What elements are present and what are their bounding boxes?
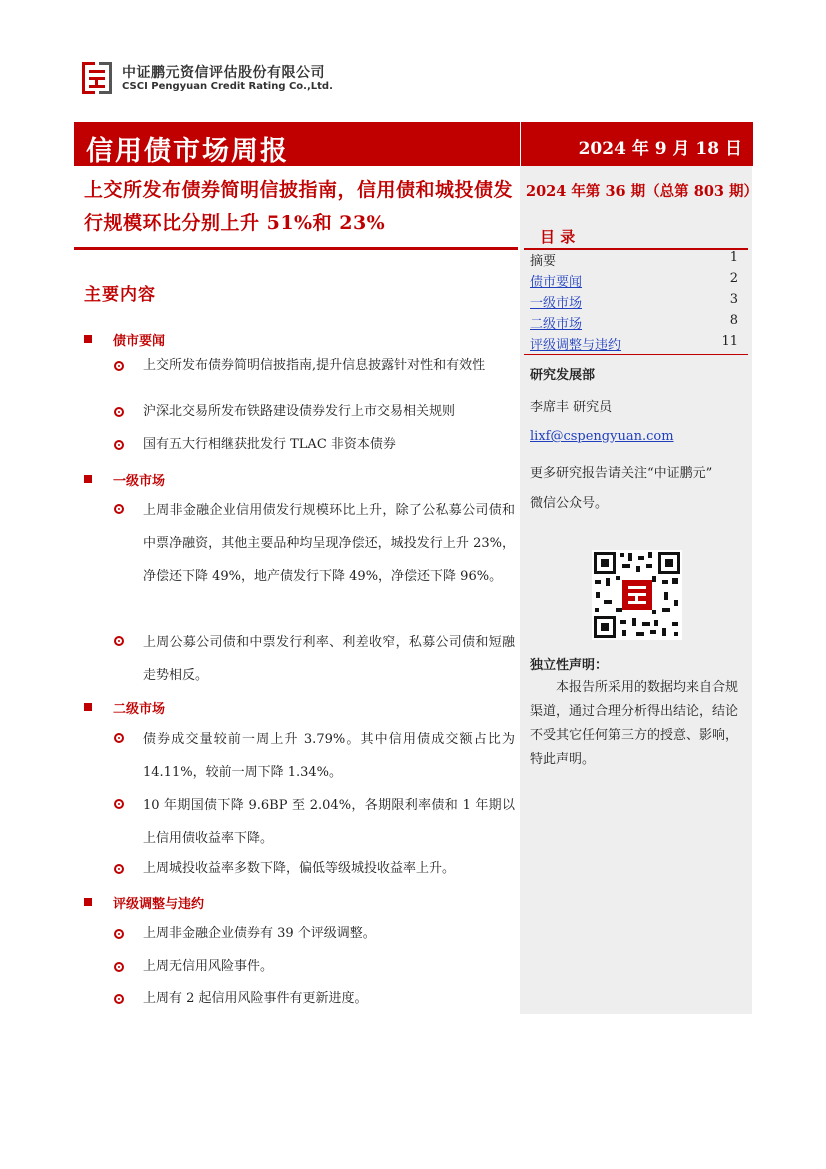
report-title: 信用债市场周报 [86,136,289,167]
follow-text-2: 微信公众号。 [530,496,609,511]
bullet-icon [114,929,124,939]
toc-item-primary[interactable] [530,292,738,313]
section-title-primary: 一级市场 [113,474,166,489]
list-item: 上周公募公司债和中票发行利率、利差收窄，私募公司债和短融走势相反。 [143,635,515,683]
headline-divider [74,247,518,250]
section-marker [84,703,92,711]
list-item: 上周非金融企业债券有 39 个评级调整。 [143,926,376,941]
list-item: 上交所发布债券简明信披指南,提升信息披露针对性和有效性 [143,358,486,373]
company-name-en: CSCI Pengyuan Credit Rating Co.,Ltd. [122,81,333,92]
section-marker [84,898,92,906]
declaration-text: 本报告所采用的数据均来自合规渠道，通过合理分析得出结论，结论不受其它任何第三方的授意、影响，特此声明。 [530,680,739,767]
toc-item-page: 2 [729,271,738,286]
section-title-news: 债市要闻 [113,334,166,349]
list-item: 上周城投收益率多数下降，偏低等级城投收益率上升。 [143,861,456,876]
section-marker [84,475,92,483]
list-item: 沪深北交易所发布铁路建设债券发行上市交易相关规则 [143,404,456,419]
list-item: 10 年期国债下降 9.6BP 至 2.04%，各期限利率债和 1 年期以上信用债收益率下降。 [143,798,515,846]
toc-item-link[interactable]: 债市要闻 [530,275,583,290]
bullet-icon [114,799,124,809]
author: 李席丰 研究员 [530,400,613,415]
bullet-icon [114,636,124,646]
bullet-icon [114,440,124,450]
main-content-title: 主要内容 [84,285,156,305]
bullet-icon [114,361,124,371]
list-item: 国有五大行相继获批发行 TLAC 非资本债券 [143,437,396,452]
headline: 上交所发布债券简明信披指南，信用债和城投债发行规模环比分别上升 51%和 23% [84,179,514,234]
bullet-icon [114,407,124,417]
bullet-icon [114,864,124,874]
author-email-link[interactable]: lixf@cspengyuan.com [530,429,674,444]
toc-item-page: 11 [721,334,738,349]
company-logo [80,60,114,96]
toc-item-summary[interactable] [530,250,738,271]
declaration-title: 独立性声明： [530,658,609,673]
toc-item-secondary[interactable] [530,313,738,334]
bullet-icon [114,733,124,743]
issue-number: 2024 年第 36 期（总第 803 期） [526,183,759,200]
section-title-secondary: 二级市场 [113,702,166,717]
toc-bottom-divider [524,354,748,355]
research-dept: 研究发展部 [530,368,596,383]
toc-item-news[interactable] [530,271,738,292]
bullet-icon [114,504,124,514]
qr-code [592,550,682,640]
toc-item-link[interactable]: 二级市场 [530,317,583,332]
follow-text: 更多研究报告请关注“中证鹏元” [530,466,713,481]
company-name-cn: 中证鹏元资信评估股份有限公司 [122,65,325,81]
section-title-rating: 评级调整与违约 [113,897,205,912]
report-date: 2024 年 9 月 18 日 [578,139,742,159]
toc-item-page: 8 [729,313,738,328]
list-item: 上周非金融企业信用债发行规模环比上升，除了公私募公司债和中票净融资，其他主要品种均呈现净偿还，城投发行上升 23%，净偿还下降 49%，地产债发行下降 49%，净偿还下降 96%。 [143,503,515,584]
toc-title: 目 录 [540,228,576,246]
bullet-icon [114,994,124,1004]
toc-item-page: 1 [729,250,738,265]
toc-item-label: 摘要 [530,254,557,269]
list-item: 上周有 2 起信用风险事件有更新进度。 [143,991,368,1006]
toc-item-rating[interactable] [530,334,738,355]
list-item: 上周无信用风险事件。 [143,959,274,974]
list-item: 债券成交量较前一周上升 3.79%。其中信用债成交额占比为 14.11%，较前一周下降 1.34%。 [143,732,515,780]
toc-item-link[interactable]: 一级市场 [530,296,583,311]
toc-item-link[interactable]: 评级调整与违约 [530,338,622,353]
section-marker [84,335,92,343]
toc-item-page: 3 [729,292,738,307]
bullet-icon [114,962,124,972]
